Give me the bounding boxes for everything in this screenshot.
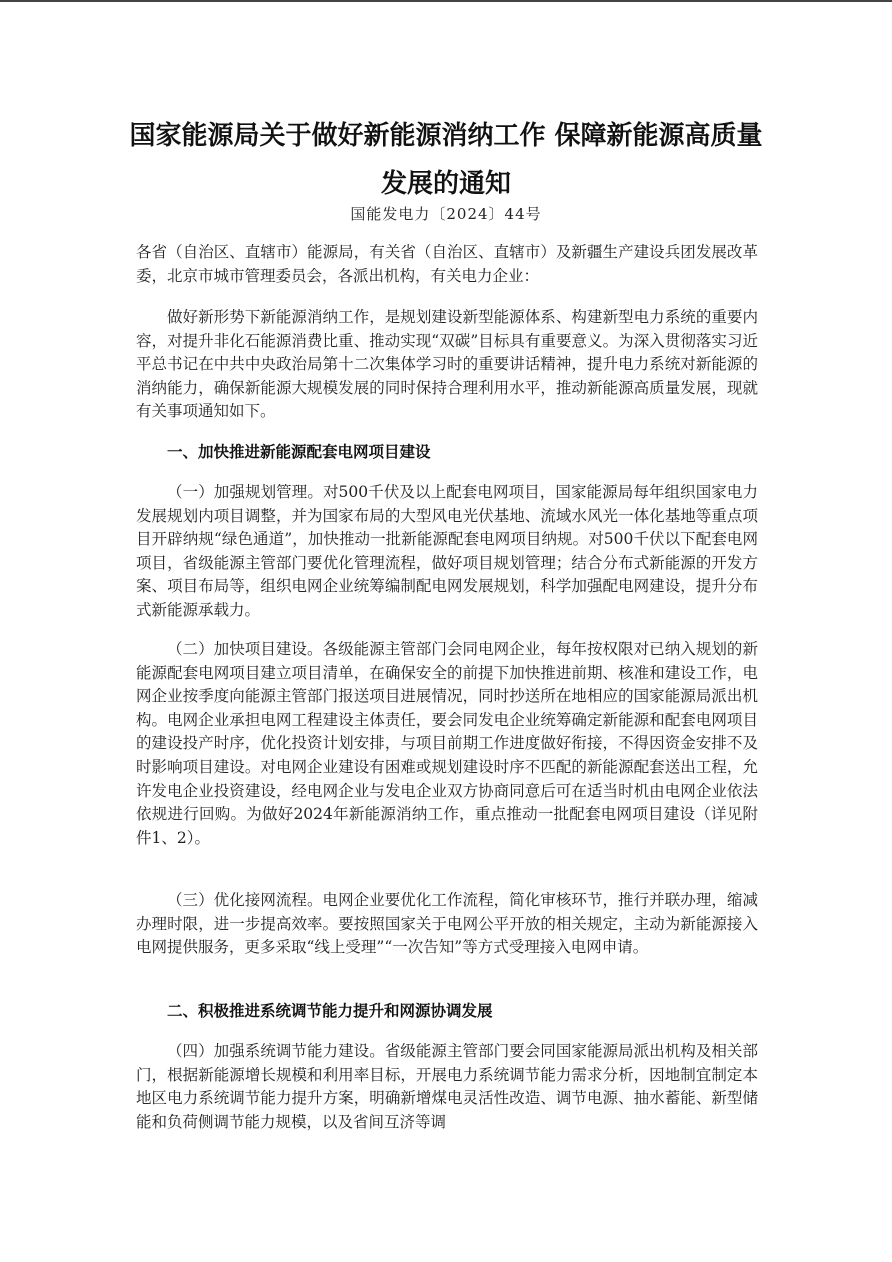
document-title: 国家能源局关于做好新能源消纳工作 保障新能源高质量发展的通知 bbox=[129, 121, 763, 199]
paragraph-regulation-capacity: （四）加强系统调节能力建设。省级能源主管部门要会同国家能源局派出机构及相关部门，根据新能源增长规模和利用率目标，开展电力系统调节能力需求分析，因地制宜制定本地区电力系统调节能力提升方案，明确新增煤电灵活性改造、调节电源、抽水蓄能、新型储能和负荷侧调节能力规模，以及省间互济等调 bbox=[136, 1042, 758, 1131]
section-heading-1: 一、加快推进新能源配套电网项目建设 bbox=[167, 443, 431, 461]
paragraph-project-construction: （二）加快项目建设。各级能源主管部门会同电网企业，每年按权限对已纳入规划的新能源配套电网项目建立项目清单，在确保安全的前提下加快推进前期、核准和建设工作，电网企业按季度向能源主管部门报送项目进展情况，同时抄送所在地相应的国家能源局派出机构。电网企业承担电网工程建设主体责任，要会同发电企业统筹确定新能源和配套电网项目的建设投产时序，优化投资计划安排，与项目前期工作进度做好衔接，不得因资金安排不及时影响项目建设。对电网企业建设有困难或规划建设时序不匹配的新能源配套送出工程，允许发电企业投资建设，经电网企业与发电企业双方协商同意后可在适当时机由电网企业依法依规进行回购。为做好2024年新能源消纳工作，重点推动一批配套电网项目建设（详见附件1、2）。 bbox=[136, 640, 758, 847]
addressees-paragraph: 各省（自治区、直辖市）能源局，有关省（自治区、直辖市）及新疆生产建设兵团发展改革委，北京市城市管理委员会，各派出机构，有关电力企业： bbox=[136, 243, 758, 285]
intro-paragraph: 做好新形势下新能源消纳工作，是规划建设新型能源体系、构建新型电力系统的重要内容，对提升非化石能源消费比重、推动实现“双碳”目标具有重要意义。为深入贯彻落实习近平总书记在中共中央政治局第十二次集体学习时的重要讲话精神，提升电力系统对新能源的消纳能力，确保新能源大规模发展的同时保持合理利用水平，推动新能源高质量发展，现就有关事项通知如下。 bbox=[136, 308, 758, 421]
paragraph-grid-connection-process: （三）优化接网流程。电网企业要优化工作流程，简化审核环节，推行并联办理，缩减办理时限，进一步提高效率。要按照国家关于电网公平开放的相关规定，主动为新能源接入电网提供服务，更多采取“线上受理”“一次告知”等方式受理接入电网申请。 bbox=[136, 891, 758, 957]
document-number: 国能发电力〔2024〕44号 bbox=[350, 205, 542, 223]
page-top-rule bbox=[0, 0, 892, 2]
paragraph-planning-management: （一）加强规划管理。对500千伏及以上配套电网项目，国家能源局每年组织国家电力发展规划内项目调整，并为国家布局的大型风电光伏基地、流域水风光一体化基地等重点项目开辟纳规“绿色通道”，加快推动一批新能源配套电网项目纳规。对500千伏以下配套电网项目，省级能源主管部门要优化管理流程，做好项目规划管理；结合分布式新能源的开发方案、项目布局等，组织电网企业统筹编制配电网发展规划，科学加强配电网建设，提升分布式新能源承载力。 bbox=[136, 483, 758, 619]
section-heading-2: 二、积极推进系统调节能力提升和网源协调发展 bbox=[167, 1002, 493, 1020]
